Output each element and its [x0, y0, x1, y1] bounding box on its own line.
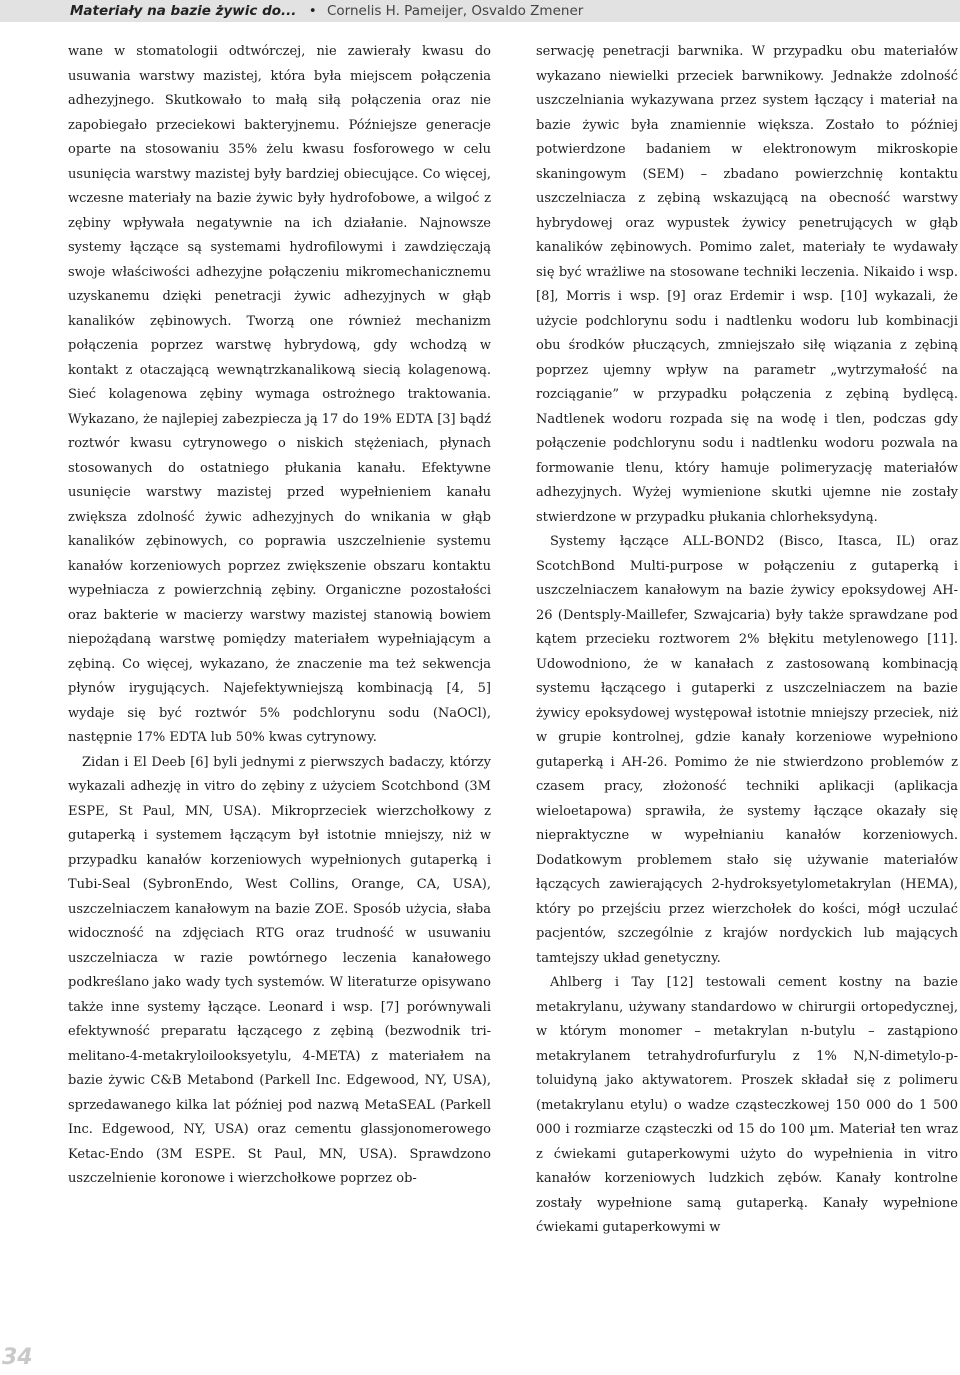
- page-number: 34: [2, 1345, 33, 1370]
- running-header: [0, 0, 960, 22]
- paragraph: Ahlberg i Tay [12] testowali cement kostny na bazie metakrylanu, używany standardowo w chirurgii ortopedycznej, w którym monomer – metakrylan n-butylu – zastąpiono metakrylanem tetrahydrofurfurylu z 1% N,N-dimetylo-p-toluidyną jako aktywatorem. Proszek składał się z polimeru (metakrylanu etylu) o wadze cząsteczkowej 150 000 do 1 500 000 i rozmiarze cząsteczki od 15 do 100 µm. Materiał ten wraz z ćwiekami gutaperkowymi użyto do wypełnienia in vitro kanałów korzeniowych ludzkich zębów. Kanały kontrolne zostały wypełnione samą gutaperką. Kanały wypełnione ćwiekami gutaperkowymi w: [536, 975, 958, 1235]
- header-authors: Cornelis H. Pameijer, Osvaldo Zmener: [327, 3, 584, 19]
- paragraph: serwację penetracji barwnika. W przypadku obu materiałów wykazano niewielki przeciek barwnikowy. Jednakże zdolność uszczelniania wykazywana przez system łączący i materiał na bazie żywic była znamiennie większa. Zostało to później potwierdzone badaniem w elektronowym mikroskopie skaningowym (SEM) – zbadano powierzchnię kontaktu uszczelniacza z zębiną wskazującą na obecność warstwy hybrydowej oraz wypustek żywicy penetrujących w głąb kanalików zębinowych. Pomimo zalet, materiały te wydawały się być wrażliwe na stosowane techniki leczenia. Nikaido i wsp. [8], Morris i wsp. [9] oraz Erdemir i wsp. [10] wykazali, że użycie podchlorynu sodu i nadtlenku wodoru lub kombinacji obu środków płuczących, zmniejszało siłę wiązania z zębiną poprzez ujemny wpływ na parametr „wytrzymałość na rozciąganie” w przypadku połączenia z zębiną bydlęcą. Nadtlenek wodoru rozpada się na wodę i tlen, podczas gdy połączenie podchlorynu sodu i nadtlenku wodoru pozwala na formowanie tlenu, który hamuje polimeryzację materiałów adhezyjnych. Wyżej wymienione skutki ujemne nie zostały stwierdzone w przypadku płukania chlorheksydyną.: [536, 44, 958, 525]
- header-title: Materiały na bazie żywic do...: [70, 3, 297, 19]
- paragraph: Systemy łączące ALL-BOND2 (Bisco, Itasca, IL) oraz ScotchBond Multi-purpose w połączeniu z gutaperką i uszczelniaczem kanałowym na bazie żywicy epoksydowej AH-26 (Dentsply-Maillefer, Szwajcaria) były także sprawdzane pod kątem przecieku roztworem 2% błękitu metylenowego [11]. Udowodniono, że w kanałach z zastosowaną kombinacją systemu łączącego i gutaperki z uszczelniaczem na bazie żywicy epoksydowej występował istotnie mniejszy przeciek, niż w grupie kontrolnej, gdzie kanały korzeniowe wypełniono gutaperką i AH-26. Pomimo że nie stwierdzono problemów z czasem pracy, złożoność techniki aplikacji (aplikacja wieloetapowa) sprawiła, że systemy łączące okazały się niepraktyczne w wypełnianiu kanałów korzeniowych. Dodatkowym problemem stało się używanie materiałów łączących zawierających 2-hydroksyetylometakrylan (HEMA), który po przejściu przez wierzchołek do kości, mógł uczulać pacjentów, szczególnie z krajów nordyckich lub mających tamtejszy układ genetyczny.: [536, 534, 958, 966]
- right-text-column: [536, 40, 958, 1241]
- left-text-column: [68, 40, 491, 1192]
- header-bullet: •: [308, 3, 317, 19]
- paragraph: wane w stomatologii odtwórczej, nie zawierały kwasu do usuwania warstwy mazistej, która była miejscem połączenia adhezyjnego. Skutkowało to małą siłą połączenia oraz nie zapobiegało przeciekowi bakteryjnemu. Późniejsze generacje oparte na stosowaniu 35% żelu kwasu fosforowego w celu usunięcia warstwy mazistej były bardziej obiecujące. Co więcej, wczesne materiały na bazie żywic były hydrofobowe, a wilgoć z zębiny wpływała negatywnie na ich działanie. Najnowsze systemy łączące są systemami hydrofilowymi i zawdzięczają swoje właściwości adhezyjne połączeniu mikromechanicznemu uzyskanemu dzięki penetracji żywic adhezyjnych w głąb kanalików zębinowych. Tworzą one również mechanizm połączenia poprzez warstwę hybrydową, gdy wchodzą w kontakt z otaczającą wewnątrzkanalikową siecią kolagenową. Sieć kolagenowa zębiny wymaga ostrożnego traktowania. Wykazano, że najlepiej zabezpiecza ją 17 do 19% EDTA [3] bądź roztwór kwasu cytrynowego o niskich stężeniach, płynach stosowanych do ostatniego płukania kanału. Efektywne usunięcie warstwy mazistej przed wypełnieniem kanału zwiększa zdolność żywic adhezyjnych do wnikania w głąb kanalików zębinowych, co poprawia uszczelnienie systemu kanałów korzeniowych poprzez zwiększenie obszaru kontaktu wypełniacza z powierzchnią zębiny. Organiczne pozostałości oraz bakterie w macierzy warstwy mazistej stanowią bowiem niepożądaną warstwę pomiędzy materiałem wypełniającym a zębiną. Co więcej, wykazano, że znaczenie ma też sekwencja płynów irygujących. Najefektywniejszą kombinacją [4, 5] wydaje się być roztwór 5% podchlorynu sodu (NaOCl), następnie 17% EDTA lub 50% kwas cytrynowy.: [68, 44, 491, 745]
- paragraph: Zidan i El Deeb [6] byli jednymi z pierwszych badaczy, którzy wykazali adhezję in vitro do zębiny z użyciem Scotchbond (3M ESPE, St Paul, MN, USA). Mikroprzeciek wierzchołkowy z gutaperką i systemem łączącym był istotnie mniejszy, niż w przypadku kanałów korzeniowych wypełnionych gutaperką i Tubi-Seal (SybronEndo, West Collins, Orange, CA, USA), uszczelniaczem kanałowym na bazie ZOE. Sposób użycia, słaba widoczność na zdjęciach RTG oraz trudność w usuwaniu uszczelniacza w razie powtórnego leczenia kanałowego podkreślano jako wady tych systemów. W literaturze opisywano także inne systemy łączące. Leonard i wsp. [7] porównywali efektywność preparatu łączącego z zębiną (bezwodnik tri-melitano-4-metakryloilooksyetylu, 4-META) z materiałem na bazie żywic C&B Metabond (Parkell Inc. Edgewood, NY, USA), sprzedawanego kilka lat później pod nazwą MetaSEAL (Parkell Inc. Edgewood, NY, USA) oraz cementu glassjonomerowego Ketac-Endo (3M ESPE. St Paul, MN, USA). Sprawdzono uszczelnienie koronowe i wierzchołkowe poprzez ob-: [68, 754, 491, 1186]
